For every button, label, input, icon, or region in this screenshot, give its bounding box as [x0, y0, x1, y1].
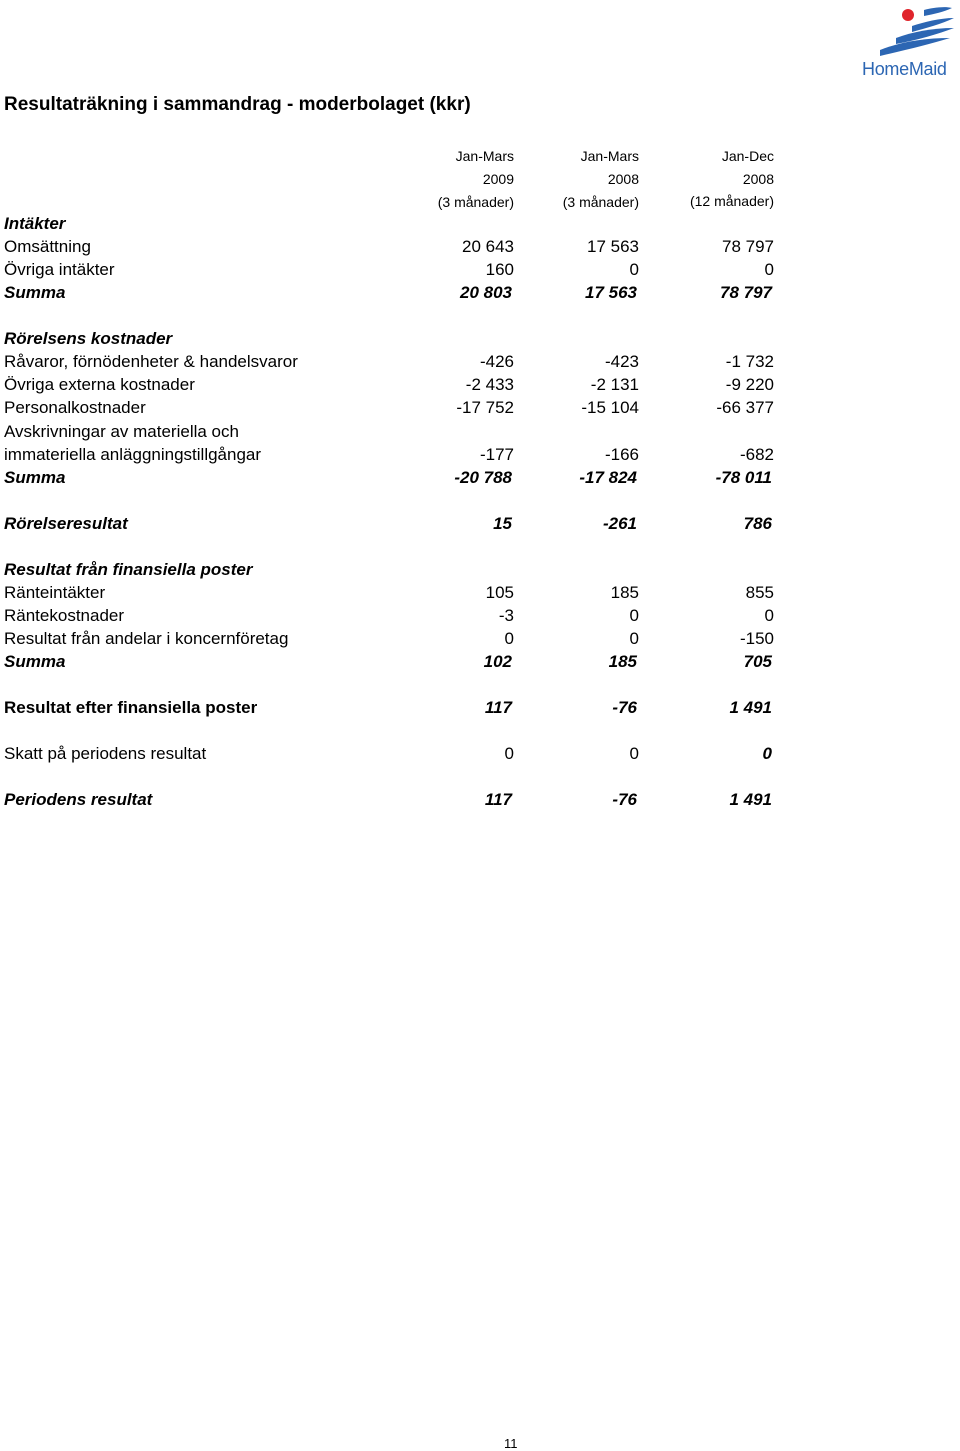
row-label: Råvaror, förnödenheter & handelsvaror	[4, 352, 298, 371]
col3-year: 2008	[742, 171, 774, 187]
col2-year: 2008	[607, 171, 639, 187]
cell-col3: 786	[743, 514, 772, 533]
section-heading-intakter	[0, 214, 960, 237]
cell-col3: 855	[745, 583, 774, 602]
cell-col3: -9 220	[725, 375, 774, 394]
cell-col1: 160	[485, 260, 514, 279]
cell-col1: 117	[484, 698, 512, 717]
col2-months: (3 månader)	[562, 194, 639, 210]
table-row	[0, 260, 960, 283]
cell-col3: 705	[743, 652, 772, 671]
cell-col2: -166	[604, 445, 639, 464]
section-heading-finansiella-poster	[0, 560, 960, 583]
cell-col1: -20 788	[454, 468, 512, 487]
col2-period: Jan-Mars	[580, 148, 639, 164]
cell-col3: -1 732	[725, 352, 774, 371]
cell-col3: 0	[764, 606, 774, 625]
page-title: Resultaträkning i sammandrag - moderbolaget (kkr)	[4, 94, 471, 115]
cell-col2: -261	[602, 514, 637, 533]
cell-col2: 0	[629, 629, 639, 648]
cell-col3: 1 491	[729, 790, 772, 809]
cell-col3: -150	[739, 629, 774, 648]
cell-col1: 117	[484, 790, 512, 809]
row-label: Summa	[4, 652, 66, 671]
cell-col1: -2 433	[465, 375, 514, 394]
row-label: Summa	[4, 283, 66, 302]
cell-col3: 78 797	[722, 237, 774, 256]
tax-row	[0, 744, 960, 767]
row-label: Intäkter	[4, 214, 66, 233]
row-label: Periodens resultat	[4, 790, 153, 809]
cell-col3: 0	[764, 260, 774, 279]
cell-col3: -66 377	[716, 398, 774, 417]
cell-col1: 20 803	[460, 283, 512, 302]
cell-col1: -426	[479, 352, 514, 371]
table-row	[0, 445, 960, 468]
cell-col2: 0	[629, 606, 639, 625]
section-heading-rorelsens-kostnader	[0, 329, 960, 352]
homemaid-logo	[858, 2, 958, 80]
row-label: Resultat efter finansiella poster	[4, 698, 258, 717]
cell-col1: -177	[479, 445, 514, 464]
table-row	[0, 629, 960, 652]
col1-year: 2009	[482, 171, 514, 187]
cell-col2: -15 104	[581, 398, 639, 417]
row-label: Övriga externa kostnader	[4, 375, 195, 394]
cell-col3: -682	[739, 445, 774, 464]
col1-period: Jan-Mars	[455, 148, 514, 164]
cell-col2: -76	[612, 790, 637, 809]
cell-col2: 17 563	[585, 283, 637, 302]
row-label: Övriga intäkter	[4, 260, 115, 279]
row-label: Ränteintäkter	[4, 583, 106, 602]
operating-result-row	[0, 514, 960, 537]
cell-col1: -17 752	[456, 398, 514, 417]
cell-col1: 15	[493, 514, 512, 533]
cell-col2: 17 563	[587, 237, 639, 256]
page-number: 11	[504, 1436, 518, 1451]
row-label: Skatt på periodens resultat	[4, 744, 207, 763]
table-row	[0, 583, 960, 606]
row-label: Räntekostnader	[4, 606, 125, 625]
cell-col3: 78 797	[720, 283, 772, 302]
row-label: Rörelseresultat	[4, 514, 128, 533]
col3-period: Jan-Dec	[721, 148, 774, 164]
row-label: Omsättning	[4, 237, 91, 256]
row-label: Resultat från andelar i koncernföretag	[4, 629, 289, 648]
table-row	[0, 375, 960, 398]
period-result-row	[0, 790, 960, 813]
cell-col2: -2 131	[590, 375, 639, 394]
table-row	[0, 606, 960, 629]
cell-col2: 0	[629, 260, 639, 279]
row-label: immateriella anläggningstillgångar	[4, 445, 262, 464]
cell-col2: -17 824	[579, 468, 637, 487]
table-row	[0, 352, 960, 375]
logo-text: HomeMaid	[862, 59, 947, 79]
cell-col2: -423	[604, 352, 639, 371]
cell-col2: 0	[629, 744, 639, 763]
subtotal-row	[0, 468, 960, 491]
table-row	[0, 237, 960, 260]
cell-col2: -76	[612, 698, 637, 717]
cell-col1: 0	[504, 629, 514, 648]
row-label: Personalkostnader	[4, 398, 146, 417]
col3-months: (12 månader)	[689, 193, 774, 209]
cell-col2: 185	[610, 583, 639, 602]
row-label: Summa	[4, 468, 66, 487]
cell-col1: -3	[498, 606, 514, 625]
cell-col3: 1 491	[729, 698, 772, 717]
logo-swoosh-icon	[866, 2, 958, 60]
row-label: Avskrivningar av materiella och	[4, 422, 239, 441]
cell-col1: 0	[504, 744, 514, 763]
table-row	[0, 398, 960, 421]
row-label: Rörelsens kostnader	[4, 329, 173, 348]
cell-col2: 185	[608, 652, 637, 671]
row-label: Resultat från finansiella poster	[4, 560, 253, 579]
col1-months: (3 månader)	[437, 194, 514, 210]
cell-col1: 20 643	[462, 237, 514, 256]
subtotal-row	[0, 283, 960, 306]
table-row	[0, 422, 960, 445]
cell-col3: 0	[762, 744, 772, 763]
subtotal-row	[0, 652, 960, 675]
cell-col3: -78 011	[715, 468, 772, 487]
result-after-financial-row	[0, 698, 960, 721]
cell-col1: 105	[485, 583, 514, 602]
cell-col1: 102	[483, 652, 512, 671]
